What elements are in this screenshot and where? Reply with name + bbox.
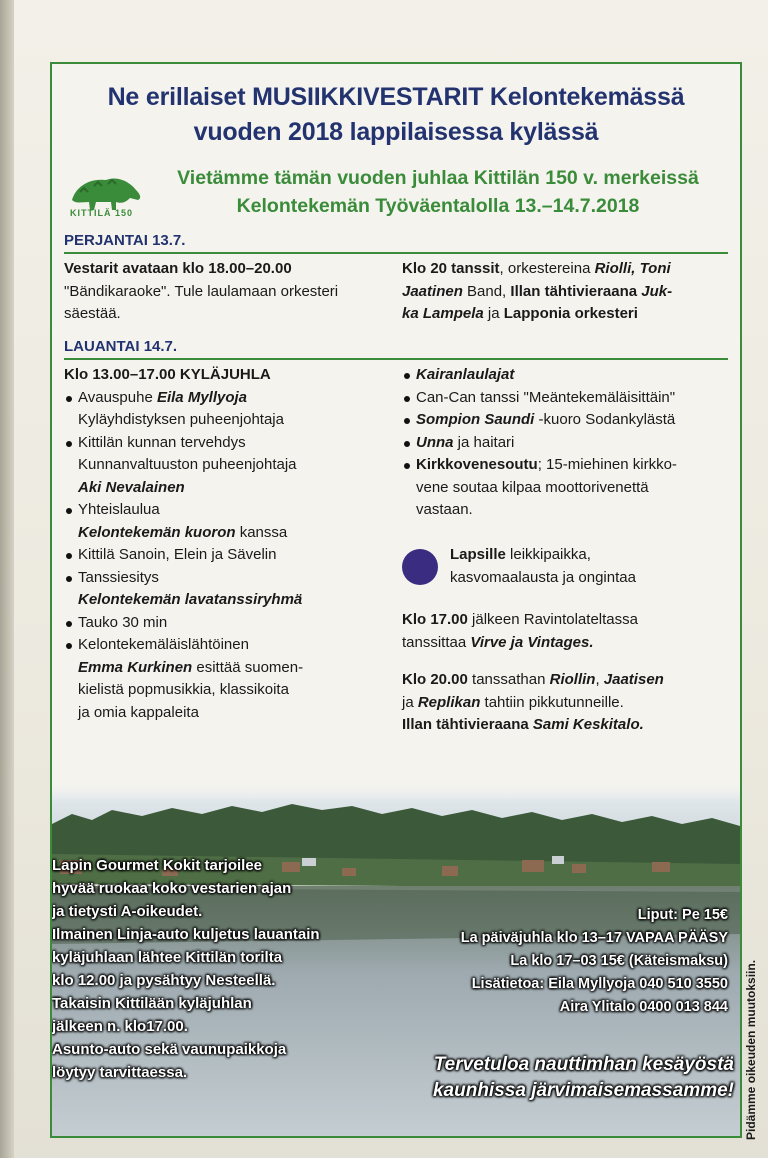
page-fold-edge (0, 0, 14, 1158)
friday-band-jaatinen: Jaatinen (402, 282, 463, 300)
friday-dance-time: Klo 20 tanssit (402, 260, 500, 277)
logo-text: KITTILÄ 150 (70, 208, 134, 218)
evening-info-1: Klo 17.00 jälkeen Ravintolateltassa tanssittaa Virve ja Vintages. (402, 611, 638, 651)
evening-info-2: Klo 20.00 tanssathan Riollin, Jaatisen ja Replikan tahtiin pikkutunneille. Illan tähtivieraana Sami Keskitalo. (402, 671, 664, 733)
program-item: Sompion Saundi -kuoro Sodankylästä (402, 409, 732, 432)
friday-text-b: Band, (462, 282, 511, 300)
program-item: Can-Can tanssi "Meäntekemäläisittäin" (402, 387, 732, 410)
saturday-left-column (64, 364, 394, 724)
village-party-heading: Klo 13.00–17.00 KYLÄJUHLA (64, 366, 271, 383)
friday-divider (64, 252, 728, 254)
friday-left-column (64, 258, 394, 326)
ad-title-line2: vuoden 2018 lappilaisessa kylässä (193, 118, 599, 146)
friday-heading: PERJANTAI 13.7. (64, 232, 186, 249)
saturday-divider (64, 358, 728, 360)
friday-karaoke: "Bändikaraoke". Tule laulamaan orkesteri (64, 282, 339, 300)
program-item: Kittilä Sanoin, Elein ja Sävelin (64, 544, 394, 567)
friday-text-c: ja (483, 305, 504, 322)
friday-lapponia: Lapponia orkesteri (503, 305, 638, 322)
practical-info: Lapin Gourmet Kokit tarjoilee hyvää ruokaa koko vestarien ajan ja tietysti A-oikeudet. Ilmainen Linja-auto kuljetus lauantain kyläjuhlaan lähtee Kittilän torilta klo 12.00 ja pysähtyy Nesteellä. Takaisin Kittilään kyläjuhlan jälkeen n. klo17.00. Asunto-auto sekä vaunupaikkoja löytyy tarvittaessa. (52, 857, 320, 1081)
welcome-message: Tervetuloa nauttimhan kesäyöstä kaunhissa järvimaisemassamme! (432, 1054, 734, 1101)
friday-text-a: , orkestereina (499, 260, 595, 277)
ad-title (52, 80, 740, 150)
program-item: Kittilän kunnan tervehdys Kunnanvaltuuston puheenjohtaja Aki Nevalainen (64, 432, 394, 500)
program-item: Unna ja haitari (402, 432, 732, 455)
ad-title-line1: Ne erillaiset MUSIIKKIVESTARIT Kelontekemässä (107, 83, 685, 111)
ad-subtitle (148, 164, 728, 220)
ticket-price-friday: Liput: Pe 15€ (637, 907, 728, 923)
ticket-evening: La klo 17–03 15€ (Käteismaksu) (510, 953, 728, 969)
friday-star-guest-b: ka Lampela (402, 305, 484, 322)
program-item: Kirkkovenesoutu; 15-miehinen kirkko- vene soutaa kilpaa moottorivenettä vastaan. (402, 454, 732, 522)
ticket-info (392, 904, 728, 1019)
friday-star-guest-label: Illan tähtivieraana (510, 282, 642, 300)
program-item: Avauspuhe Eila Myllyoja Kyläyhdistyksen puheenjohtaja (64, 387, 394, 432)
program-item: Tanssiesitys Kelontekemän lavatanssiryhmä (64, 567, 394, 612)
friday-band-riolli: Riolli, Toni (594, 260, 671, 277)
saturday-right-column (402, 364, 732, 522)
kids-info: Lapsille leikkipaikka, kasvomaalausta ja ongintaa (450, 546, 636, 586)
friday-open-time: Vestarit avataan klo 18.00–20.00 (64, 260, 292, 277)
contact-2: Aira Ylitalo 0400 013 844 (559, 999, 728, 1015)
subtitle-line1: Vietämme tämän vuoden juhlaa Kittilän 150 v. merkeissä (177, 167, 699, 189)
program-item: Tauko 30 min (64, 612, 394, 635)
friday-karaoke-cont: säestää. (64, 305, 121, 322)
friday-right-column (402, 258, 732, 326)
friday-star-guest-a: Juk- (641, 282, 673, 300)
event-advertisement (50, 62, 742, 1138)
program-item: Yhteislaulua Kelontekemän kuoron kanssa (64, 499, 394, 544)
program-item: Kairanlaulajat (402, 364, 732, 387)
ticket-day-party: La päiväjuhla klo 13–17 VAPAA PÄÄSY (460, 930, 728, 946)
contact-1: Lisätietoa: Eila Myllyoja 040 510 3550 (471, 976, 728, 992)
subtitle-line2: Kelontekemän Työväentalolla 13.–14.7.2018 (236, 195, 640, 217)
saturday-heading: LAUANTAI 14.7. (64, 338, 178, 355)
program-item: Kelontekemäläislähtöinen Emma Kurkinen esittää suomen- kielistä popmusikkia, klassikoita ja omia kappaleita (64, 634, 394, 724)
disclaimer-note: Pidämme oikeuden muutoksiin. (744, 959, 758, 1140)
kids-dot-icon (402, 549, 438, 585)
